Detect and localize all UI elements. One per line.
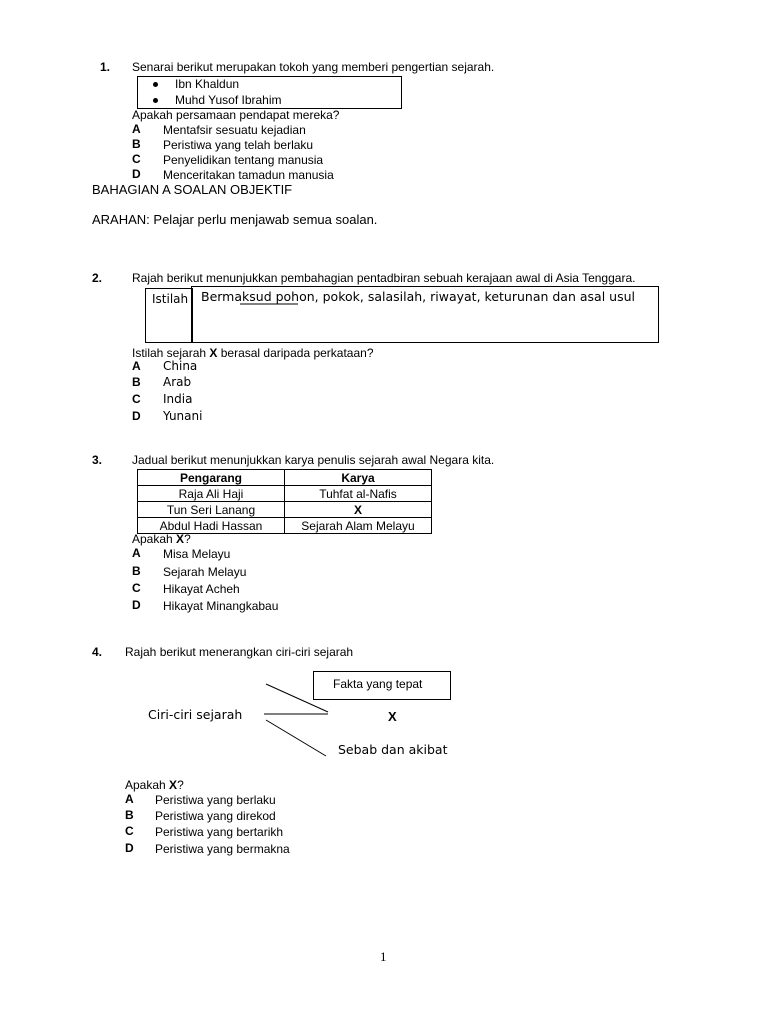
table-cell: Tun Seri Lanang	[138, 502, 285, 518]
q1-option-c-text: Penyelidikan tentang manusia	[163, 153, 324, 167]
table-cell: Tuhfat al-Nafis	[285, 486, 432, 502]
q4-diagram-lines	[260, 680, 335, 760]
q2-option-b-letter: B	[132, 375, 141, 389]
q2-stem: Rajah berikut menunjukkan pembahagian pentadbiran sebuah kerajaan awal di Asia Tenggara.	[132, 271, 636, 285]
table-cell: Sejarah Alam Melayu	[285, 518, 432, 534]
q4-option-d-letter: D	[125, 841, 134, 855]
section-instruction: ARAHAN: Pelajar perlu menjawab semua soalan.	[92, 212, 378, 227]
q3-question-x: X	[176, 532, 185, 546]
q4-option-b-text: Peristiwa yang direkod	[155, 809, 276, 823]
q4-option-a-text: Peristiwa yang berlaku	[155, 793, 276, 807]
q2-question-x: X	[209, 346, 218, 360]
q1-list-item-1: Ibn Khaldun	[175, 77, 240, 91]
q2-question-pre: Istilah sejarah	[132, 346, 210, 360]
q1-option-c-letter: C	[132, 152, 141, 166]
q3-option-d-letter: D	[132, 598, 141, 612]
q4-diagram-top: Fakta yang tepat	[333, 677, 423, 691]
page-number: 1	[380, 949, 387, 964]
q1-option-b-letter: B	[132, 137, 141, 151]
q2-underline	[240, 303, 300, 307]
q3-option-b-letter: B	[132, 564, 141, 578]
q4-question	[125, 778, 184, 793]
q2-box-label: Istilah	[152, 292, 189, 306]
q4-stem: Rajah berikut menerangkan ciri-ciri sejarah	[125, 645, 354, 659]
q4-question-post: ?	[177, 778, 184, 792]
table-header-row	[138, 470, 432, 486]
q2-option-c-text: India	[163, 392, 193, 406]
q4-number: 4.	[92, 645, 103, 659]
q3-table	[137, 469, 432, 534]
q2-option-d-text: Yunani	[163, 409, 203, 423]
q1-question: Apakah persamaan pendapat mereka?	[132, 108, 340, 122]
q1-option-d-text: Menceritakan tamadun manusia	[163, 168, 334, 182]
q1-option-a-letter: A	[132, 122, 141, 136]
q3-option-d-text: Hikayat Minangkabau	[163, 599, 279, 613]
q4-question-pre: Apakah	[125, 778, 170, 792]
q2-option-a-text: China	[163, 359, 198, 373]
q2-option-c-letter: C	[132, 392, 141, 406]
table-header-pengarang: Pengarang	[138, 470, 285, 486]
q1-list-item-2: Muhd Yusof Ibrahim	[175, 93, 282, 107]
bullet-icon	[153, 82, 158, 87]
q1-option-d-letter: D	[132, 167, 141, 181]
bullet-icon	[153, 98, 158, 103]
q4-option-c-letter: C	[125, 824, 134, 838]
q3-question	[132, 532, 191, 547]
q3-option-c-text: Hikayat Acheh	[163, 582, 240, 596]
q3-stem: Jadual berikut menunjukkan karya penulis sejarah awal Negara kita.	[132, 453, 495, 467]
table-cell: Raja Ali Haji	[138, 486, 285, 502]
q2-option-b-text: Arab	[163, 375, 192, 389]
q3-question-pre: Apakah	[132, 532, 177, 546]
q1-number: 1.	[100, 60, 111, 74]
q4-diagram-middle: X	[388, 709, 397, 724]
q1-option-a-text: Mentafsir sesuatu kejadian	[163, 123, 306, 137]
q1-stem: Senarai berikut merupakan tokoh yang memberi pengertian sejarah.	[132, 60, 495, 74]
q2-option-d-letter: D	[132, 409, 141, 423]
q4-question-x: X	[169, 778, 178, 792]
q3-question-post: ?	[184, 532, 191, 546]
q3-option-a-letter: A	[132, 546, 141, 560]
q3-option-b-text: Sejarah Melayu	[163, 565, 247, 579]
q4-option-c-text: Peristiwa yang bertarikh	[155, 825, 284, 839]
section-heading: BAHAGIAN A SOALAN OBJEKTIF	[92, 182, 293, 197]
q2-box-text: Bermaksud pohon, pokok, salasilah, riwayat, keturunan dan asal usul	[201, 289, 635, 304]
q3-option-a-text: Misa Melayu	[163, 547, 231, 561]
q2-number: 2.	[92, 271, 103, 285]
table-row	[138, 486, 432, 502]
q4-diagram-center: Ciri-ciri sejarah	[148, 707, 243, 722]
q4-option-d-text: Peristiwa yang bermakna	[155, 842, 290, 856]
table-cell: Abdul Hadi Hassan	[138, 518, 285, 534]
table-header-karya: Karya	[285, 470, 432, 486]
q2-option-a-letter: A	[132, 359, 141, 373]
table-row	[138, 502, 432, 518]
q1-option-b-text: Peristiwa yang telah berlaku	[163, 138, 314, 152]
q3-number: 3.	[92, 453, 103, 467]
q4-diagram-bottom: Sebab dan akibat	[338, 742, 448, 757]
q4-option-a-letter: A	[125, 792, 134, 806]
q2-question-post: berasal daripada perkataan?	[217, 346, 374, 360]
table-cell: X	[285, 502, 432, 518]
q4-option-b-letter: B	[125, 808, 134, 822]
q3-option-c-letter: C	[132, 581, 141, 595]
